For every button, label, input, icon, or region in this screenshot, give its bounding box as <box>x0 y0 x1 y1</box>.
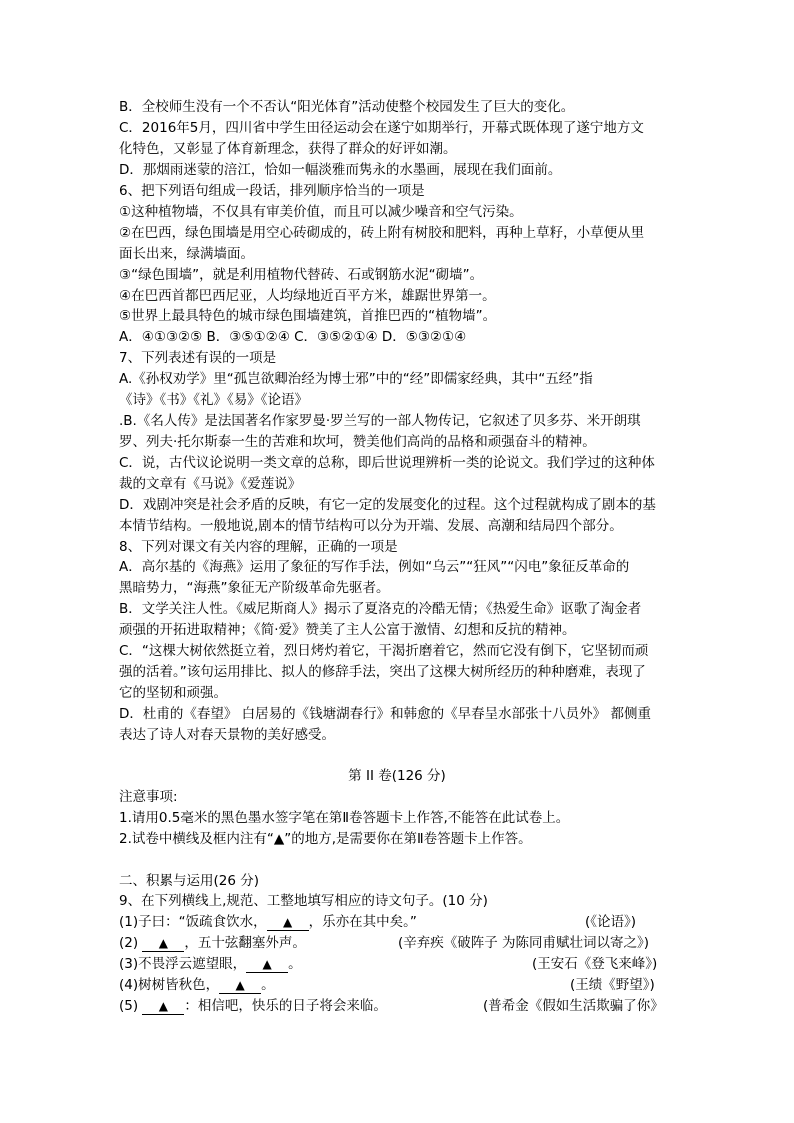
q6-sentence-5: ⑤世界上最具特色的城市绿色围墙建筑，首推巴西的“植物墙”。 <box>119 308 497 324</box>
answer-blank[interactable] <box>219 977 261 994</box>
q6-sentence-1: ①这种植物墙，不仅具有审美价值，而且可以减少噪音和空气污染。 <box>119 204 523 220</box>
q8-option-b-line1: B．文学关注人性。《威尼斯商人》揭示了夏洛克的冷酷无情；《热爱生命》讴歌了淘金者 <box>119 601 642 617</box>
q9-item-3-source: (王安石《登飞来峰》) <box>532 956 658 972</box>
q7-stem: 7、下列表述有误的一项是 <box>119 350 277 366</box>
q7-option-c-line1: C．说，古代议论说明一类文章的总称，即后世说理辨析一类的论说文。我们学过的这种体 <box>119 455 655 471</box>
q9-item-5-source: (普希金《假如生活欺骗了你》 <box>483 998 664 1014</box>
q6-options: A．④①③②⑤ B．③⑤①②④ C．③⑤②①④ D．⑤③②①④ <box>119 329 467 345</box>
q6-sentence-4: ④在巴西首都巴西尼亚，人均绿地近百平方米，雄踞世界第一。 <box>119 288 496 304</box>
triangle-marker-icon: ▲ <box>158 936 169 950</box>
q7-option-a-line1: A.《孙权劝学》里“孤岂欲卿治经为博士邪”中的“经”即儒家经典，其中“五经”指 <box>119 371 593 387</box>
q7-option-a-line2: 《诗》《书》《礼》《易》《论语》 <box>119 392 308 408</box>
q9-item-1-source: (《论语》) <box>585 914 637 930</box>
q6-stem: 6、把下列语句组成一段话，排列顺序恰当的一项是 <box>119 183 425 199</box>
section2-title: 二、积累与运用(26 分) <box>119 873 260 889</box>
q8-stem: 8、下列对课文有关内容的理解，正确的一项是 <box>119 539 398 555</box>
q7-option-b-line1: .B.《名人传》是法国著名作家罗曼·罗兰写的一部人物传记，它叙述了贝多芬、米开朗琪 <box>119 413 641 429</box>
q7-option-d-line1: D．戏剧冲突是社会矛盾的反映，有它一定的发展变化的过程。这个过程就构成了剧本的基 <box>119 497 656 513</box>
q9-item-1: (1)子曰：“饭疏食饮水， ▲ ，乐亦在其中矣。” <box>119 914 417 930</box>
q8-option-c-line2: 强的活着。”该句运用排比、拟人的修辞手法，突出了这棵大树所经历的种种磨难，表现了 <box>119 664 646 680</box>
triangle-marker-icon: ▲ <box>158 999 169 1013</box>
q9-item-2-source: (辛弃疾《破阵子 为陈同甫赋壮词以寄之》) <box>398 935 650 951</box>
q6-sentence-3: ③“绿色围墙”，就是利用植物代替砖、石或钢筋水泥“砌墙”。 <box>119 267 484 283</box>
q8-option-a-line1: A．高尔基的《海燕》运用了象征的写作手法，例如“乌云”“狂风”“闪电”象征反革命的 <box>119 559 630 575</box>
answer-blank[interactable] <box>142 935 184 952</box>
triangle-marker-icon: ▲ <box>283 915 293 929</box>
q8-option-c-line1: C．“这棵大树依然挺立着，烈日烤灼着它，干渴折磨着它，然而它没有倒下，它坚韧而顽 <box>119 643 649 659</box>
q5-option-c-line1: C．2016年5月，四川省中学生田径运动会在遂宁如期举行，开幕式既体现了遂宁地方文 <box>119 120 644 136</box>
notice-item-1: 1.请用0.5毫米的黑色墨水签字笔在第Ⅱ卷答题卡上作答,不能答在此试卷上。 <box>119 810 570 826</box>
answer-blank[interactable] <box>267 914 309 931</box>
q9-stem: 9、在下列横线上,规范、工整地填写相应的诗文句子。(10 分) <box>119 893 488 909</box>
q8-option-c-line3: 它的坚韧和顽强。 <box>119 685 227 701</box>
q5-option-c-line2: 化特色，又彰显了体育新理念，获得了群众的好评如潮。 <box>119 141 457 157</box>
q8-option-d-line2: 表达了诗人对春天景物的美好感受。 <box>119 727 335 743</box>
answer-blank[interactable] <box>142 998 184 1015</box>
q8-option-b-line2: 顽强的开拓进取精神；《简·爱》赞美了主人公富于激情、幻想和反抗的精神。 <box>119 622 576 638</box>
q5-option-b: B．全校师生没有一个不否认“阳光体育”活动使整个校园发生了巨大的变化。 <box>119 99 575 115</box>
triangle-marker-icon: ▲ <box>262 957 272 971</box>
q9-item-4: (4)树树皆秋色， ▲ 。 <box>119 977 275 993</box>
q8-option-a-line2: 黑暗势力，“海燕”象征无产阶级革命先驱者。 <box>119 580 390 596</box>
answer-blank[interactable] <box>246 956 288 973</box>
notice-item-2: 2.试卷中横线及框内注有“▲”的地方,是需要你在第Ⅱ卷答题卡上作答。 <box>119 831 532 847</box>
q7-option-d-line2: 本情节结构。一般地说,剧本的情节结构可以分为开端、发展、高潮和结局四个部分。 <box>119 518 623 534</box>
q9-item-4-source: (王绩《野望》) <box>570 977 655 993</box>
q6-sentence-2-line1: ②在巴西，绿色围墙是用空心砖砌成的，砖上附有树胶和肥料，再种上草籽，小草便从里 <box>119 225 645 241</box>
q7-option-b-line2: 罗、列夫·托尔斯泰一生的苦难和坎坷，赞美他们高尚的品格和顽强奋斗的精神。 <box>119 434 596 450</box>
q9-item-2: (2) ▲ ，五十弦翻塞外声。 <box>119 935 306 951</box>
q5-option-d: D．那烟雨迷蒙的涪江，恰如一幅淡雅而隽永的水墨画，展现在我们面前。 <box>119 162 562 178</box>
q6-sentence-2-line2: 面长出来，绿满墙面。 <box>119 246 254 262</box>
q9-item-5: (5) ▲ ：相信吧，快乐的日子将会来临。 <box>119 998 387 1014</box>
triangle-marker-icon: ▲ <box>235 978 245 992</box>
part2-title: 第 II 卷(126 分) <box>348 768 446 784</box>
q9-item-3: (3)不畏浮云遮望眼， ▲ 。 <box>119 956 302 972</box>
q7-option-c-line2: 裁的文章有《马说》《爱莲说》 <box>119 476 302 492</box>
notice-heading: 注意事项: <box>119 789 178 805</box>
q8-option-d-line1: D．杜甫的《春望》 白居易的《钱塘湖春行》和韩愈的《早春呈水部张十八员外》 都侧重 <box>119 706 651 722</box>
